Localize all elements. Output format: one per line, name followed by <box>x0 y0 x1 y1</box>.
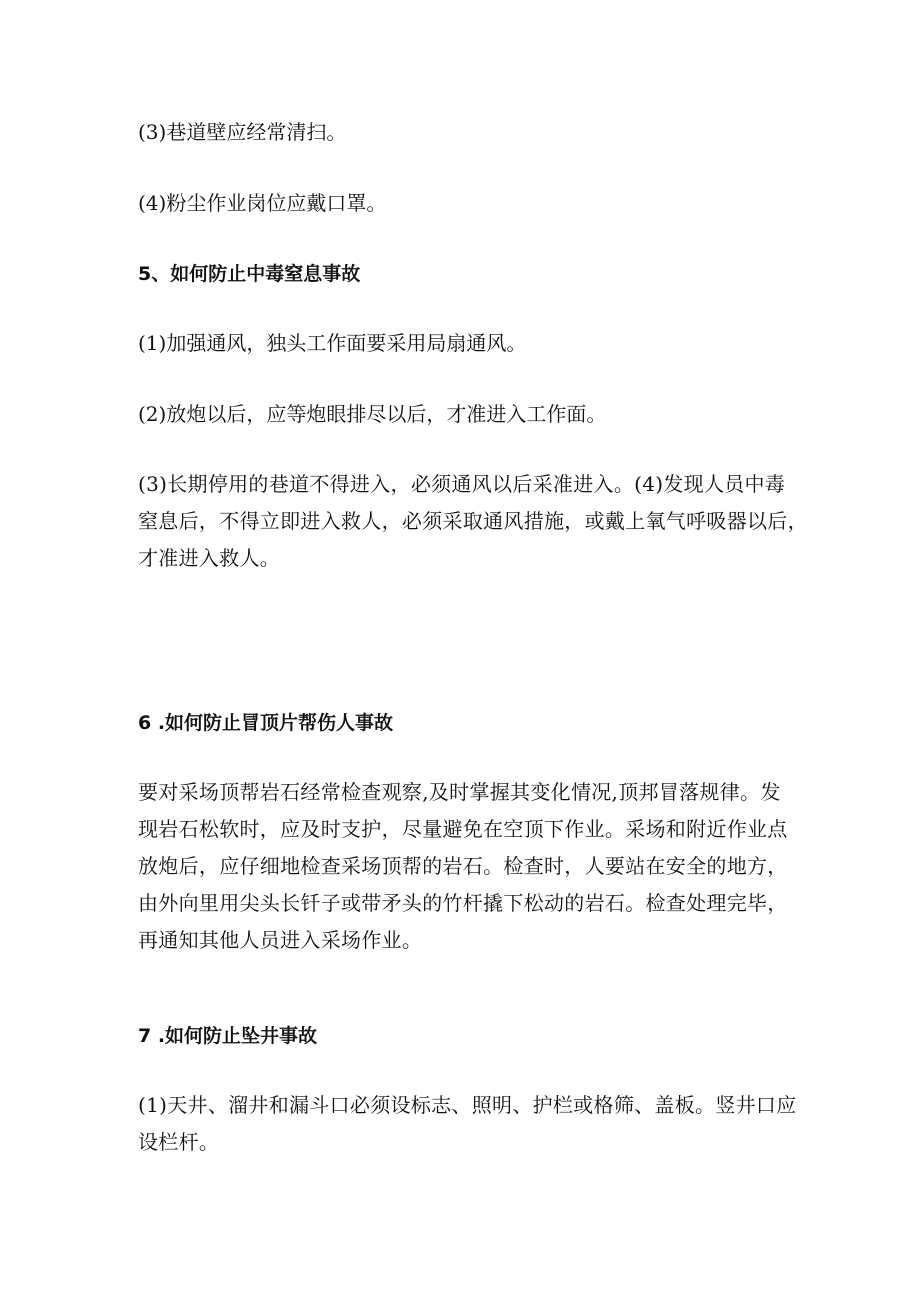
paragraph-line: 窒息后，不得立即进入救人，必须采取通风措施，或戴上氧气呼吸器以后， <box>138 509 808 533</box>
item-4-4: (4)粉尘作业岗位应戴口罩。 <box>138 191 387 215</box>
paragraph-line: 由外向里用尖头长钎子或带矛头的竹杆撬下松动的岩石。检查处理完毕， <box>138 891 788 915</box>
paragraph-line: (1)天井、溜井和漏斗口必须设标志、照明、护栏或格筛、盖板。竖井口应 <box>138 1093 797 1117</box>
section-6-heading: 6 .如何防止冒顶片帮伤人事故 <box>138 712 394 734</box>
item-7-1-paragraph <box>138 1087 798 1161</box>
paragraph-line: 要对采场顶帮岩石经常检查观察,及时掌握其变化情况,顶邦冒落规律。发 <box>138 780 781 804</box>
section-6-paragraph <box>138 774 798 959</box>
section-5-heading: 5、如何防止中毒窒息事故 <box>138 263 361 285</box>
paragraph-line: 设栏杆。 <box>138 1130 220 1154</box>
section-7-heading: 7 .如何防止坠井事故 <box>138 1025 318 1047</box>
item-4-3: (3)巷道壁应经常清扫。 <box>138 120 347 144</box>
paragraph-line: 放炮后，应仔细地检查采场顶帮的岩石。检查时，人要站在安全的地方， <box>138 854 788 878</box>
paragraph-line: 再通知其他人员进入采场作业。 <box>138 928 423 952</box>
item-5-1: (1)加强通风，独头工作面要采用局扇通风。 <box>138 331 527 355</box>
paragraph-line: (3)长期停用的巷道不得进入，必须通风以后采准进入。(4)发现人员中毒 <box>138 472 786 496</box>
item-5-2: (2)放炮以后，应等炮眼排尽以后，才准进入工作面。 <box>138 402 607 426</box>
paragraph-line: 现岩石松软时，应及时支护，尽量避免在空顶下作业。采场和附近作业点 <box>138 817 788 841</box>
item-5-3-4-paragraph <box>138 466 808 577</box>
paragraph-line: 才准进入救人。 <box>138 546 281 570</box>
